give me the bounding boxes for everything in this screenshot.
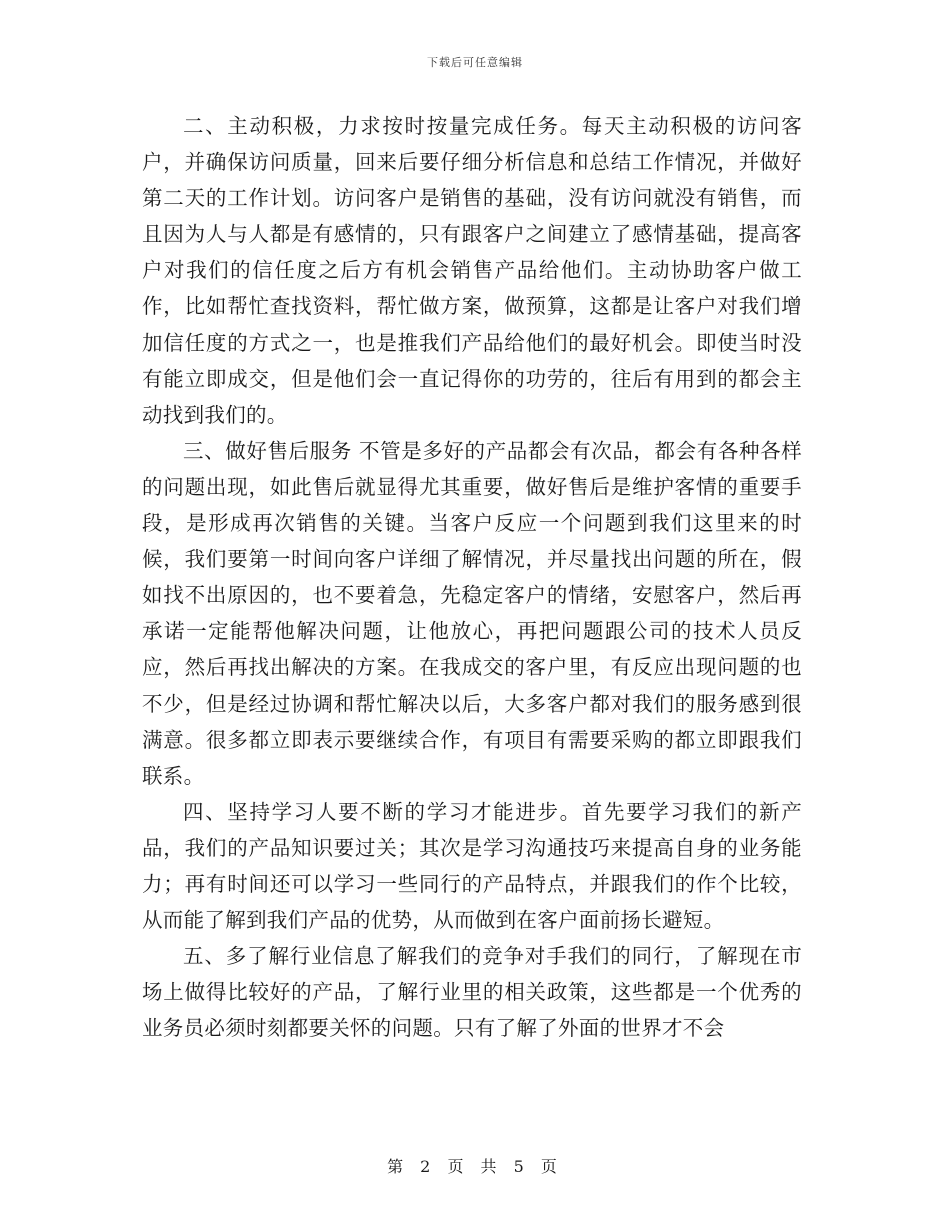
paragraph-2: 二、主动积极，力求按时按量完成任务。每天主动积极的访问客户，并确保访问质量，回来后要仔细分析信息和总结工作情况，并做好第二天的工作计划。访问客户是销售的基础，没有访问就没有销售，而且因为人与人都是有感情的，只有跟客户之间建立了感情基础，提高客户对我们的信任度之后方有机会销售产品给他们。主动协助客户做工作，比如帮忙查找资料，帮忙做方案，做预算，这都是让客户对我们增加信任度的方式之一，也是推我们产品给他们的最好机会。即使当时没有能立即成交，但是他们会一直记得你的功劳的，往后有用到的都会主动找到我们的。: [142, 114, 802, 427]
paragraph-5: 五、多了解行业信息了解我们的竞争对手我们的同行，了解现在市场上做得比较好的产品，了解行业里的相关政策，这些都是一个优秀的业务员必须时刻都要关怀的问题。只有了解了外面的世界才不会: [142, 944, 802, 1041]
paragraph-4: 四、坚持学习人要不断的学习才能进步。首先要学习我们的新产品，我们的产品知识要过关；其次是学习沟通技巧来提高自身的业务能力；再有时间还可以学习一些同行的产品特点，并跟我们的作个比较，从而能了解到我们产品的优势，从而做到在客户面前扬长避短。: [142, 799, 802, 933]
page-number-footer: 第 2 页 共 5 页: [387, 1157, 563, 1176]
page-header: 下载后可任意编辑: [427, 56, 523, 69]
document-body: [142, 108, 802, 1046]
paragraph-3: 三、做好售后服务 不管是多好的产品都会有次品，都会有各种各样的问题出现，如此售后就显得尤其重要，做好售后是维护客情的重要手段，是形成再次销售的关键。当客户反应一个问题到我们这里来的时候，我们要第一时间向客户详细了解情况，并尽量找出问题的所在，假如找不出原因的，也不要着急，先稳定客户的情绪，安慰客户，然后再承诺一定能帮他解决问题，让他放心，再把问题跟公司的技术人员反应，然后再找出解决的方案。在我成交的客户里，有反应出现问题的也不少，但是经过协调和帮忙解决以后，大多客户都对我们的服务感到很满意。很多都立即表示要继续合作，有项目有需要采购的都立即跟我们联系。: [142, 438, 802, 788]
